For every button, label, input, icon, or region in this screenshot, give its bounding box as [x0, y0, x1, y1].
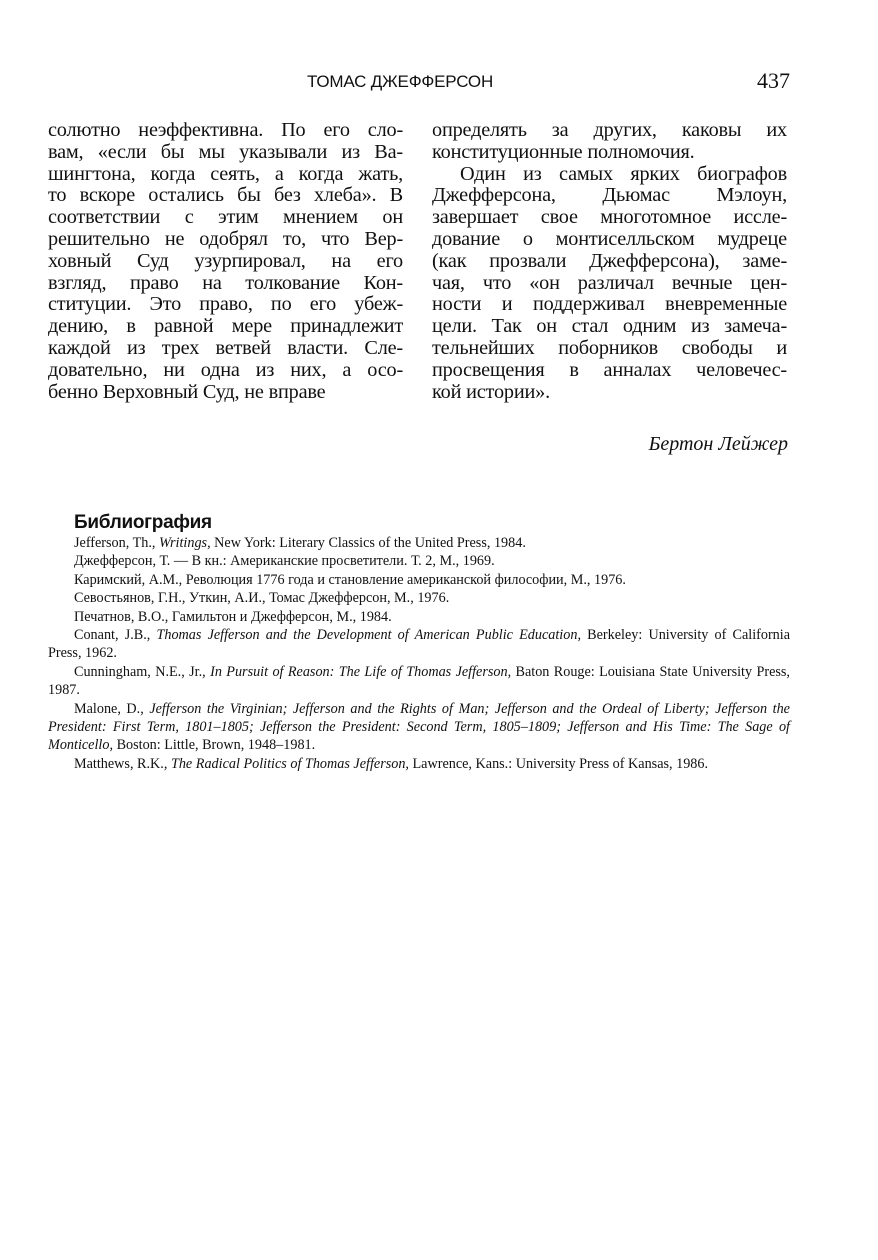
right-column-paragraph-1 [432, 120, 787, 164]
text-line: солютно неэффективна. По его сло- [48, 120, 403, 141]
text-line: вам, «если бы мы указывали из Ва- [48, 141, 403, 163]
bibliography-entry-title: Thomas Jefferson and the Development of American Public Education, [156, 627, 581, 644]
text-line: решительно не одобрял то, что Вер- [48, 228, 403, 250]
text-line: соответствии с этим мнением он [48, 207, 403, 229]
bibliography-entry [48, 608, 790, 626]
bibliography-entry [48, 589, 790, 607]
text-line: цели. Так он стал одним из замеча- [432, 316, 787, 338]
text-line: (как прозвали Джефферсона), заме- [432, 250, 787, 272]
bibliography-list [48, 534, 790, 773]
text-line: каждой из трех ветвей власти. Сле- [48, 337, 403, 359]
text-line: Один из самых ярких биографов [460, 163, 787, 185]
text-line: дению, в равной мере принадлежит [48, 316, 403, 338]
text-line: довательно, ни одна из них, а осо- [48, 359, 403, 381]
bibliography-entry-title: Writings, [158, 535, 211, 551]
bibliography-entry-author: Jefferson, Th., [74, 535, 159, 551]
article-author-signature: Бертон Лейжер [648, 433, 788, 455]
bibliography-entry-publisher: New York: Literary Classics of the United Press, 1984. [210, 535, 526, 551]
right-column-paragraph-2 [432, 164, 787, 404]
text-line: ности и поддерживал вневременные [432, 294, 787, 316]
bibliography-entry [48, 552, 790, 570]
text-line: кой истории». [432, 381, 550, 403]
bibliography-entry-publisher: Baton Rouge: Louisiana State University Press, 1987. [48, 663, 790, 699]
bibliography-entry [48, 755, 790, 773]
text-line: бенно Верховный Суд, не вправе [48, 381, 326, 403]
bibliography-entry [48, 700, 790, 755]
bibliography-entry-publisher: Lawrence, Kans.: University Press of Kansas, 1986. [408, 755, 709, 772]
left-column-paragraph [48, 120, 403, 403]
text-line: конституционные полномочия. [432, 141, 695, 163]
bibliography-entry [48, 534, 790, 552]
text-line: тельнейших поборников свободы и [432, 337, 787, 359]
bibliography-entry-author: Джефферсон, Т. — В кн.: Американские просветители. Т. 2, М., 1969. [74, 553, 495, 570]
bibliography-entry-author: Севостьянов, Г.Н., Уткин, А.И., Томас Джефферсон, М., 1976. [74, 590, 450, 607]
bibliography-entry-author: Conant, J.B., [74, 627, 157, 644]
left-column [48, 120, 403, 403]
text-line: взгляд, право на толкование Кон- [48, 272, 403, 294]
bibliography-entry-author: Malone, D., [74, 700, 150, 717]
bibliography-entry [48, 663, 790, 700]
bibliography-entry-title: In Pursuit of Reason: The Life of Thomas Jefferson, [210, 663, 512, 680]
text-line: чая, что «он различал вечные цен- [432, 272, 787, 294]
bibliography-entry-author: Matthews, R.K., [74, 755, 171, 772]
text-line: просвещения в анналах человечес- [432, 359, 787, 381]
text-line: ституции. Это право, по его убеж- [48, 294, 403, 316]
text-line: шингтона, когда сеять, а когда жать, [48, 163, 403, 185]
text-line: ховный Суд узурпировал, на его [48, 250, 403, 272]
bibliography-entry [48, 626, 790, 663]
bibliography-entry-title: The Radical Politics of Thomas Jefferson, [170, 755, 409, 772]
bibliography-entry-publisher: Berkeley: University of California Press, 1962. [48, 627, 791, 662]
text-line: завершает свое многотомное иссле- [432, 207, 787, 229]
page-number: 437 [757, 68, 790, 93]
bibliography-heading: Библиография [74, 512, 212, 533]
text-line: определять за других, каковы их [432, 120, 787, 141]
text-line: Джефферсона, Дьюмас Мэлоун, [432, 185, 787, 207]
bibliography-entry-author: Cunningham, N.E., Jr., [74, 663, 211, 680]
bibliography-entry-author: Печатнов, В.О., Гамильтон и Джефферсон, М., 1984. [74, 608, 392, 625]
bibliography-entry-publisher: Boston: Little, Brown, 1948–1981. [113, 737, 316, 754]
bibliography-entry-title: Jefferson the Virginian; Jefferson and the Rights of Man; Jefferson and the Ordeal of Liberty; Jefferson the President: First Term, 1801–1805; Jefferson the President: Second Term, 1805–1809; Jefferson and His Time: The Sage of Monticello, [48, 700, 790, 754]
running-header-title: ТОМАС ДЖЕФФЕРСОН [306, 72, 494, 91]
bibliography-entry-author: Каримский, А.М., Революция 1776 года и становление американской философии, М., 1976. [74, 571, 626, 588]
bibliography-entry [48, 571, 790, 589]
right-column [432, 120, 787, 403]
text-line: то вскоре остались бы без хлеба». В [48, 185, 403, 207]
text-line: дование о монтиселльском мудреце [432, 228, 787, 250]
